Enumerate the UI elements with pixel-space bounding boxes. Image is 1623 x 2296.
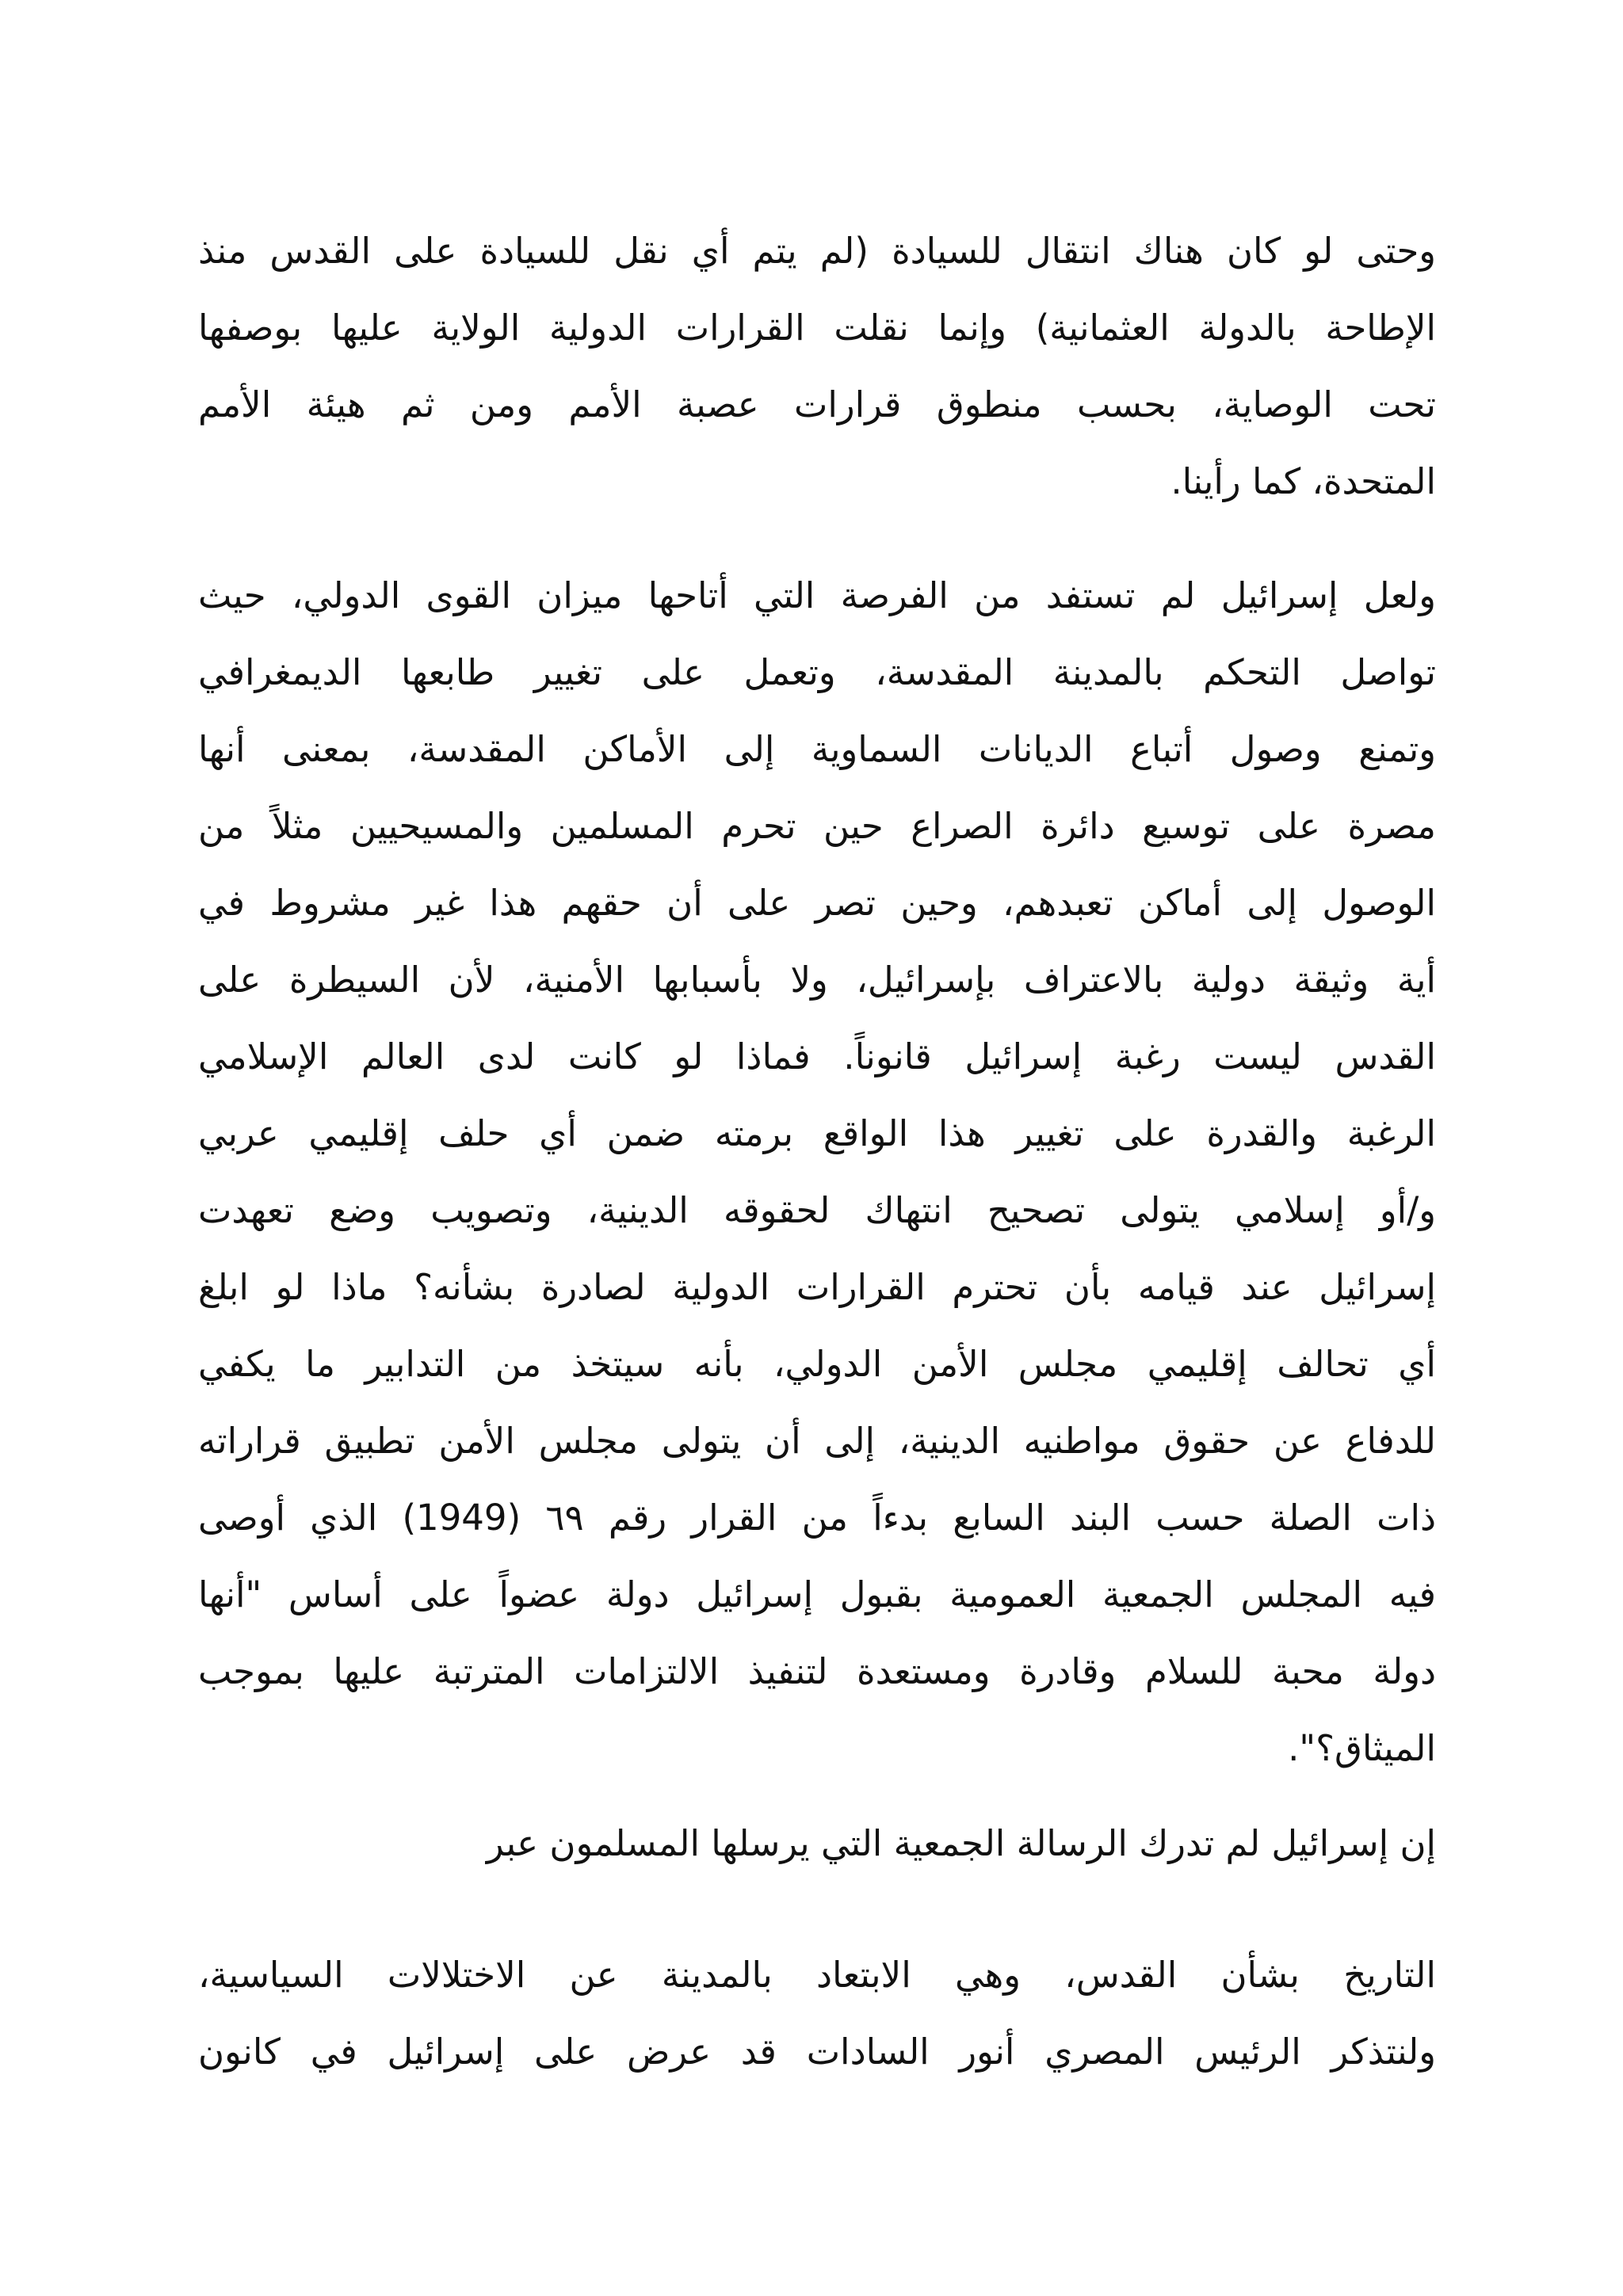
text-line: إن إسرائيل لم تدرك الرسالة الجمعية التي يرسلها المسلمون عبر — [486, 1822, 1436, 1864]
text-line: مصرة على توسيع دائرة الصراع حين تحرم المسلمين والمسيحيين مثلاً من — [198, 805, 1436, 847]
text-line: ولنتذكر الرئيس المصري أنور السادات قد عرض على إسرائيل في كانون — [198, 2031, 1436, 2073]
text-line: للدفاع عن حقوق مواطنيه الدينية، إلى أن يتولى مجلس الأمن تطبيق قراراته — [198, 1420, 1436, 1462]
text-line: ولعل إسرائيل لم تستفد من الفرصة التي أتاحها ميزان القوى الدولي، حيث — [198, 574, 1436, 616]
paragraph-2 — [198, 557, 1436, 1787]
text-line: الرغبة والقدرة على تغيير هذا الواقع برمته ضمن أي حلف إقليمي عربي — [198, 1112, 1436, 1154]
text-line: القدس ليست رغبة إسرائيل قانوناً. فماذا لو كانت لدى العالم الإسلامي — [198, 1035, 1436, 1077]
text-line: تحت الوصاية، بحسب منطوق قرارات عصبة الأمم ومن ثم هيئة الأمم — [198, 383, 1436, 425]
text-line: إسرائيل عند قيامه بأن تحترم القرارات الدولية لصادرة بشأنه؟ ماذا لو ابلغ — [198, 1266, 1436, 1308]
text-line: فيه المجلس الجمعية العمومية بقبول إسرائيل دولة عضواً على أساس "أنها — [198, 1573, 1436, 1615]
text-line: الميثاق؟". — [1288, 1727, 1436, 1769]
text-line: وحتى لو كان هناك انتقال للسيادة (لم يتم أي نقل للسيادة على القدس منذ — [198, 230, 1436, 272]
text-line: أي تحالف إقليمي مجلس الأمن الدولي، بأنه سيتخذ من التدابير ما يكفي — [198, 1343, 1436, 1385]
text-line: أية وثيقة دولية بالاعتراف بإسرائيل، ولا بأسبابها الأمنية، لأن السيطرة على — [198, 959, 1436, 1001]
text-line: الإطاحة بالدولة العثمانية) وإنما نقلت القرارات الدولية الولاية عليها بوصفها — [198, 307, 1436, 349]
text-line: الوصول إلى أماكن تعبدهم، وحين تصر على أن حقهم هذا غير مشروط في — [198, 882, 1436, 924]
paragraph-4 — [198, 1936, 1436, 2090]
text-line: المتحدة، كما رأينا. — [1170, 460, 1436, 502]
paragraph-1 — [198, 212, 1436, 520]
text-line: ذات الصلة حسب البند السابع بدءاً من القرار رقم ٦٩ (1949) الذي أوصى — [198, 1497, 1437, 1539]
text-line: وتمنع وصول أتباع الديانات السماوية إلى الأماكن المقدسة، بمعنى أنها — [198, 728, 1436, 770]
paragraph-3 — [198, 1805, 1436, 1882]
text-line: و/أو إسلامي يتولى تصحيح انتهاك لحقوقه الدينية، وتصويب وضع تعهدت — [198, 1189, 1436, 1231]
text-line: تواصل التحكم بالمدينة المقدسة، وتعمل على تغيير طابعها الديمغرافي — [198, 651, 1436, 693]
text-line: دولة محبة للسلام وقادرة ومستعدة لتنفيذ الالتزامات المترتبة عليها بموجب — [198, 1650, 1436, 1692]
text-line: التاريخ بشأن القدس، وهي الابتعاد بالمدينة عن الاختلالات السياسية، — [198, 1954, 1436, 1996]
